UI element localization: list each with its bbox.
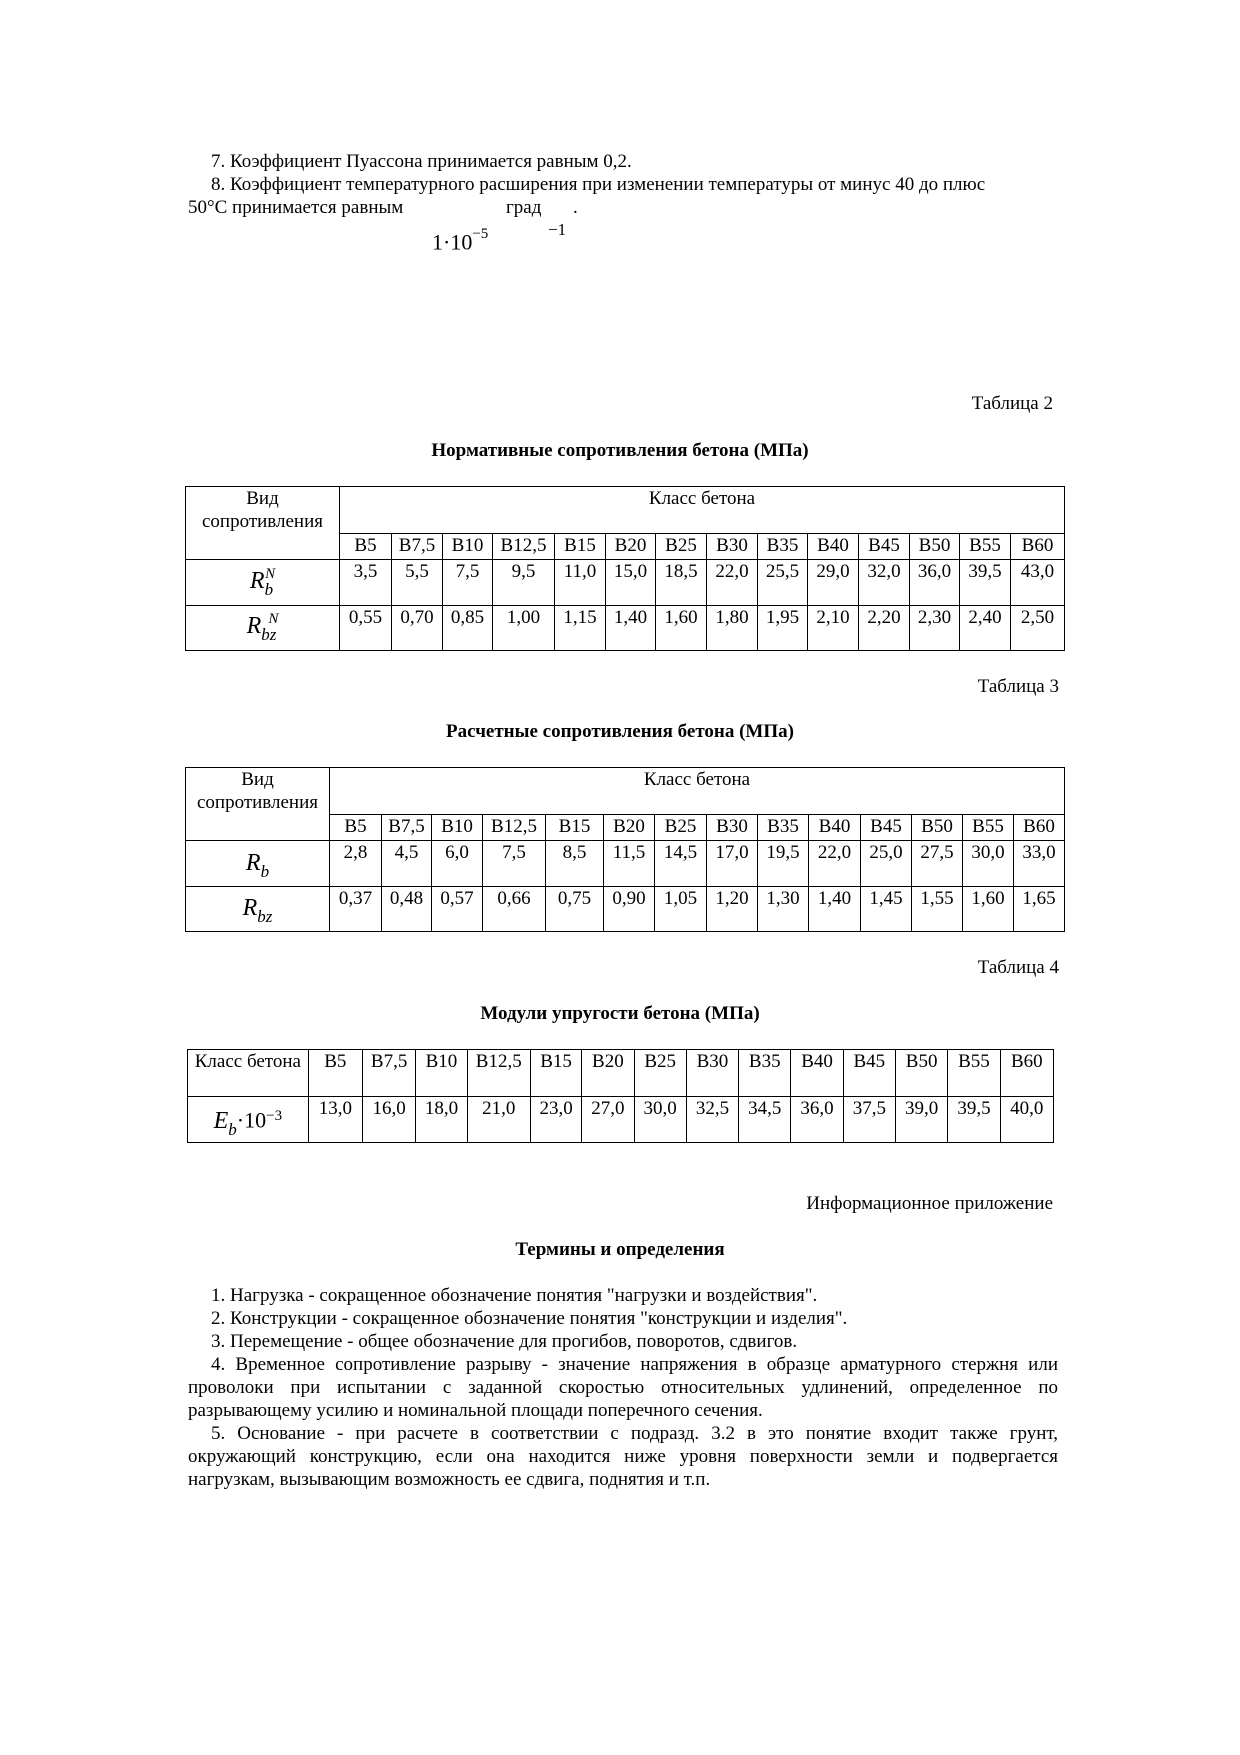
- table2-class-cell: В12,5: [493, 534, 555, 560]
- table3-value-cell: 30,0: [963, 841, 1014, 887]
- table2-value-cell: 0,85: [443, 606, 493, 651]
- symbol-superscript: N: [265, 565, 276, 582]
- eb-symbol: [213, 1107, 237, 1139]
- table2-value-cell: 22,0: [707, 560, 758, 606]
- table2-row-symbol: [186, 560, 340, 606]
- table2-value-cell: 1,95: [758, 606, 808, 651]
- table4-row-symbol: [188, 1097, 309, 1143]
- table2-class-cell: В25: [656, 534, 707, 560]
- paragraph-8-end: .: [573, 197, 578, 218]
- table2-value-cell: 39,5: [960, 560, 1011, 606]
- table3-label: Таблица 3: [977, 676, 1059, 697]
- unit-exponent: −1: [548, 220, 567, 239]
- symbol-subscript: bz: [261, 625, 277, 644]
- table2-class-cell: В20: [606, 534, 656, 560]
- symbol-subscript: b: [260, 861, 270, 881]
- table3-value-cell: 1,30: [758, 887, 809, 932]
- term-item: 4. Временное сопротивление разрыву - значение напряжения в образце арматурного стержня или проволоки при испытании с заданной скоростью относительных удлинений, определенное по разрывающему усилию и номинальной площади поперечного сечения.: [188, 1354, 1058, 1421]
- table2-class-cell: В45: [859, 534, 910, 560]
- table2-value-cell: 1,40: [606, 606, 656, 651]
- table3-value-cell: 1,55: [912, 887, 963, 932]
- table2-value-cell: 43,0: [1011, 560, 1065, 606]
- table3-class-cell: В12,5: [483, 815, 546, 841]
- table3-class-cell: В15: [546, 815, 604, 841]
- table3-value-cell: 1,20: [707, 887, 758, 932]
- table3-class-cell: В30: [707, 815, 758, 841]
- table3-value-cell: 0,90: [604, 887, 655, 932]
- table4-value-cell: 18,0: [416, 1097, 467, 1143]
- table3-value-cell: 14,5: [655, 841, 707, 887]
- table4-value-cell: 39,5: [948, 1097, 1000, 1143]
- table2-class-cell: В40: [808, 534, 859, 560]
- table2-header-class: Класс бетона: [340, 487, 1065, 534]
- table4-value-cell: 34,5: [739, 1097, 791, 1143]
- table4-value-cell: 13,0: [308, 1097, 362, 1143]
- table2-class-cell: В50: [910, 534, 960, 560]
- table4-class-cell: В20: [582, 1050, 634, 1097]
- formula-exponent: −5: [472, 226, 489, 242]
- term-item: 5. Основание - при расчете в соответствии с подразд. 3.2 в это понятие входит также грунт, окружающий конструкцию, если она находится ниже уровня поверхности земли и подвергается нагрузкам, вызывающим возможность ее сдвига, поднятия и т.п.: [188, 1423, 1058, 1490]
- table3-value-cell: 33,0: [1014, 841, 1065, 887]
- table3: [185, 767, 1065, 932]
- table4-title: Модули упругости бетона (МПа): [480, 1003, 760, 1024]
- table3-row-rbz: [186, 887, 1065, 932]
- table2-value-cell: 29,0: [808, 560, 859, 606]
- table2-header-kind: Вид сопротивления: [186, 487, 340, 560]
- table4-label: Таблица 4: [977, 957, 1059, 978]
- table2-value-cell: 2,40: [960, 606, 1011, 651]
- appendix-list: [188, 1284, 1058, 1491]
- table3-class-cell: В20: [604, 815, 655, 841]
- table4-class-cell: В45: [843, 1050, 895, 1097]
- table3-value-cell: 8,5: [546, 841, 604, 887]
- table4-header-class: Класс бетона: [188, 1050, 309, 1097]
- table2: [185, 486, 1065, 651]
- table2-value-cell: 1,15: [555, 606, 606, 651]
- appendix-label: Информационное приложение: [806, 1193, 1053, 1214]
- formula-base: 1·10: [432, 229, 473, 255]
- table3-value-cell: 22,0: [809, 841, 861, 887]
- table3-value-cell: 2,8: [330, 841, 382, 887]
- table3-title: Расчетные сопротивления бетона (МПа): [446, 721, 794, 742]
- table4-value-cell: 21,0: [467, 1097, 530, 1143]
- table2-label: Таблица 2: [971, 393, 1053, 414]
- table2-value-cell: 1,00: [493, 606, 555, 651]
- table2-value-cell: 0,55: [340, 606, 392, 651]
- eb-subscript: b: [228, 1119, 237, 1139]
- term-item: 3. Перемещение - общее обозначение для прогибов, поворотов, сдвигов.: [211, 1331, 798, 1352]
- table3-value-cell: 7,5: [483, 841, 546, 887]
- table3-class-cell: В45: [861, 815, 912, 841]
- symbol-letter: R: [245, 849, 261, 876]
- table4-value-cell: 39,0: [896, 1097, 948, 1143]
- table2-value-cell: 1,60: [656, 606, 707, 651]
- table2-value-cell: 11,0: [555, 560, 606, 606]
- eb-multiplier: ·10: [236, 1107, 267, 1133]
- table3-value-cell: 0,48: [382, 887, 432, 932]
- table2-class-cell: В5: [340, 534, 392, 560]
- table3-class-cell: В25: [655, 815, 707, 841]
- symbol-letter: R: [242, 895, 258, 921]
- table2-row-rbn: [186, 560, 1065, 606]
- table3-value-cell: 1,45: [861, 887, 912, 932]
- table3-value-cell: 27,5: [912, 841, 963, 887]
- table2-value-cell: 25,5: [758, 560, 808, 606]
- symbol-subscript: b: [264, 579, 274, 599]
- table2-value-cell: 2,50: [1011, 606, 1065, 651]
- table4-class-cell: В7,5: [363, 1050, 416, 1097]
- table2-value-cell: 2,30: [910, 606, 960, 651]
- paragraph-8-line2: 50°С принимается равным: [188, 197, 404, 218]
- table3-value-cell: 4,5: [382, 841, 432, 887]
- table4-class-cell: В12,5: [467, 1050, 530, 1097]
- paragraph-7: 7. Коэффициент Пуассона принимается равным 0,2.: [211, 151, 632, 172]
- table2-value-cell: 5,5: [392, 560, 443, 606]
- table3-class-cell: В55: [963, 815, 1014, 841]
- resistance-symbol: [245, 849, 270, 881]
- table4-class-cell: В5: [308, 1050, 362, 1097]
- table3-value-cell: 17,0: [707, 841, 758, 887]
- table4-class-cell: В35: [739, 1050, 791, 1097]
- table3-value-cell: 6,0: [432, 841, 483, 887]
- table2-title: Нормативные сопротивления бетона (МПа): [431, 440, 809, 461]
- table4: [187, 1049, 1054, 1143]
- table3-class-cell: В5: [330, 815, 382, 841]
- table3-class-cell: В60: [1014, 815, 1065, 841]
- table4-class-cell: В60: [1000, 1050, 1053, 1097]
- table4-value-cell: 40,0: [1000, 1097, 1053, 1143]
- table3-value-cell: 25,0: [861, 841, 912, 887]
- table4-value-cell: 36,0: [791, 1097, 843, 1143]
- table4-class-cell: В25: [634, 1050, 686, 1097]
- table2-value-cell: 18,5: [656, 560, 707, 606]
- formula-coefficient: [432, 226, 488, 253]
- table4-class-cell: В40: [791, 1050, 843, 1097]
- table2-value-cell: 0,70: [392, 606, 443, 651]
- appendix-title: Термины и определения: [515, 1239, 725, 1260]
- table4-class-cell: В50: [896, 1050, 948, 1097]
- table4-value-cell: 27,0: [582, 1097, 634, 1143]
- table3-value-cell: 11,5: [604, 841, 655, 887]
- eb-exponent: −3: [266, 1108, 283, 1125]
- symbol-letter: R: [246, 613, 262, 639]
- table3-row-symbol: [186, 841, 330, 887]
- table2-value-cell: 32,0: [859, 560, 910, 606]
- table2-class-cell: В7,5: [392, 534, 443, 560]
- table3-value-cell: 1,40: [809, 887, 861, 932]
- table3-value-cell: 1,65: [1014, 887, 1065, 932]
- table2-row-symbol: [186, 606, 340, 651]
- table3-row-symbol: [186, 887, 330, 932]
- table2-value-cell: 1,80: [707, 606, 758, 651]
- table2-class-cell: В60: [1011, 534, 1065, 560]
- table4-value-cell: 30,0: [634, 1097, 686, 1143]
- table2-value-cell: 3,5: [340, 560, 392, 606]
- table2-class-cell: В55: [960, 534, 1011, 560]
- table3-class-cell: В7,5: [382, 815, 432, 841]
- table3-class-cell: В35: [758, 815, 809, 841]
- table3-value-cell: 0,66: [483, 887, 546, 932]
- eb-letter: E: [213, 1107, 229, 1134]
- table3-class-cell: В10: [432, 815, 483, 841]
- table3-class-cell: В50: [912, 815, 963, 841]
- symbol-letter: R: [249, 567, 265, 594]
- table2-value-cell: 2,20: [859, 606, 910, 651]
- symbol-superscript: N: [268, 611, 279, 627]
- table3-class-cell: В40: [809, 815, 861, 841]
- term-item: 1. Нагрузка - сокращенное обозначение понятия "нагрузки и воздействия".: [211, 1285, 818, 1306]
- table2-value-cell: 15,0: [606, 560, 656, 606]
- table4-class-cell: В30: [686, 1050, 738, 1097]
- table2-value-cell: 7,5: [443, 560, 493, 606]
- table2-class-cell: В10: [443, 534, 493, 560]
- table4-value-cell: 32,5: [686, 1097, 738, 1143]
- table4-value-cell: 37,5: [843, 1097, 895, 1143]
- resistance-symbol: [242, 895, 273, 926]
- table3-value-cell: 0,57: [432, 887, 483, 932]
- table4-class-cell: В10: [416, 1050, 467, 1097]
- term-item: 2. Конструкции - сокращенное обозначение понятия "конструкции и изделия".: [211, 1308, 848, 1329]
- table2-row-rbzn: [186, 606, 1065, 651]
- resistance-symbol: [246, 611, 279, 644]
- table3-value-cell: 0,37: [330, 887, 382, 932]
- table4-value-cell: 16,0: [363, 1097, 416, 1143]
- table2-value-cell: 9,5: [493, 560, 555, 606]
- table3-value-cell: 1,60: [963, 887, 1014, 932]
- table2-class-cell: В30: [707, 534, 758, 560]
- table3-value-cell: 0,75: [546, 887, 604, 932]
- table3-header-class: Класс бетона: [330, 768, 1065, 815]
- unit-grad: град: [506, 197, 542, 218]
- table2-value-cell: 36,0: [910, 560, 960, 606]
- table2-class-cell: В35: [758, 534, 808, 560]
- table2-value-cell: 2,10: [808, 606, 859, 651]
- resistance-symbol: [249, 565, 276, 599]
- table4-value-cell: 23,0: [530, 1097, 581, 1143]
- paragraph-8-line1: 8. Коэффициент температурного расширения при изменении температуры от минус 40 до плюс: [211, 174, 986, 195]
- table4-class-cell: В15: [530, 1050, 581, 1097]
- symbol-subscript: bz: [257, 907, 273, 926]
- table4-class-cell: В55: [948, 1050, 1000, 1097]
- table3-value-cell: 1,05: [655, 887, 707, 932]
- table3-value-cell: 19,5: [758, 841, 809, 887]
- table3-row-rb: [186, 841, 1065, 887]
- table2-class-cell: В15: [555, 534, 606, 560]
- table3-header-kind: Вид сопротивления: [186, 768, 330, 841]
